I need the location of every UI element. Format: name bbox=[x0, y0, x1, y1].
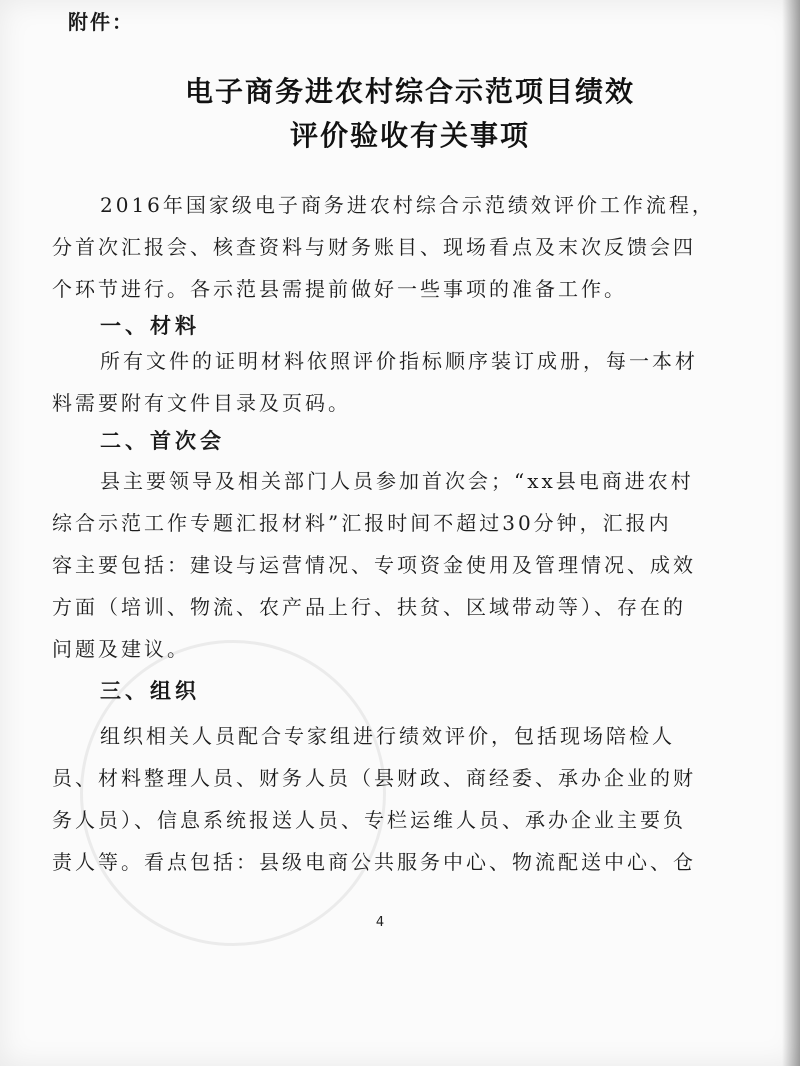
section-materials-body bbox=[52, 340, 732, 424]
page-number: 4 bbox=[375, 915, 385, 930]
title-line-2: 评价验收有关事项 bbox=[289, 119, 530, 152]
section-heading-first-meeting: 二、首次会 bbox=[100, 429, 225, 453]
organization-line-3: 务人员）、信息系统报送人员、专栏运维人员、承办企业主要负 bbox=[52, 808, 686, 832]
first-meeting-line-2: 综合示范工作专题汇报材料”汇报时间不超过30分钟，汇报内 bbox=[52, 511, 672, 535]
organization-line-2: 员、材料整理人员、财务人员（县财政、商经委、承办企业的财 bbox=[52, 766, 696, 790]
intro-paragraph bbox=[52, 184, 732, 310]
organization-line-4: 责人等。看点包括：县级电商公共服务中心、物流配送中心、仓 bbox=[52, 850, 696, 874]
section-organization-body bbox=[52, 715, 732, 883]
first-meeting-line-1: 县主要领导及相关部门人员参加首次会；“xx县电商进农村 bbox=[100, 469, 694, 493]
materials-line-1: 所有文件的证明材料依照评价指标顺序装订成册，每一本材 bbox=[100, 349, 698, 373]
section-heading-materials: 一、材料 bbox=[100, 314, 200, 338]
intro-line-1: 2016年国家级电子商务进农村综合示范绩效评价工作流程， bbox=[100, 193, 715, 217]
organization-line-1: 组织相关人员配合专家组进行绩效评价，包括现场陪检人 bbox=[100, 724, 675, 748]
attachment-label: 附件： bbox=[68, 10, 134, 34]
section-heading-organization: 三、组织 bbox=[100, 679, 200, 703]
first-meeting-line-5: 问题及建议。 bbox=[52, 637, 190, 661]
materials-line-2: 料需要附有文件目录及页码。 bbox=[52, 391, 351, 415]
title-line-1: 电子商务进农村综合示范项目绩效 bbox=[184, 75, 635, 108]
intro-line-2: 分首次汇报会、核查资料与财务账目、现场看点及末次反馈会四 bbox=[52, 235, 696, 259]
scan-edge-shadow bbox=[782, 0, 800, 1066]
document-title bbox=[0, 70, 800, 158]
first-meeting-line-3: 容主要包括：建设与运营情况、专项资金使用及管理情况、成效 bbox=[52, 553, 696, 577]
first-meeting-line-4: 方面（培训、物流、农产品上行、扶贫、区域带动等）、存在的 bbox=[52, 595, 686, 619]
section-first-meeting-body bbox=[52, 460, 732, 670]
intro-line-3: 个环节进行。各示范县需提前做好一些事项的准备工作。 bbox=[52, 277, 627, 301]
